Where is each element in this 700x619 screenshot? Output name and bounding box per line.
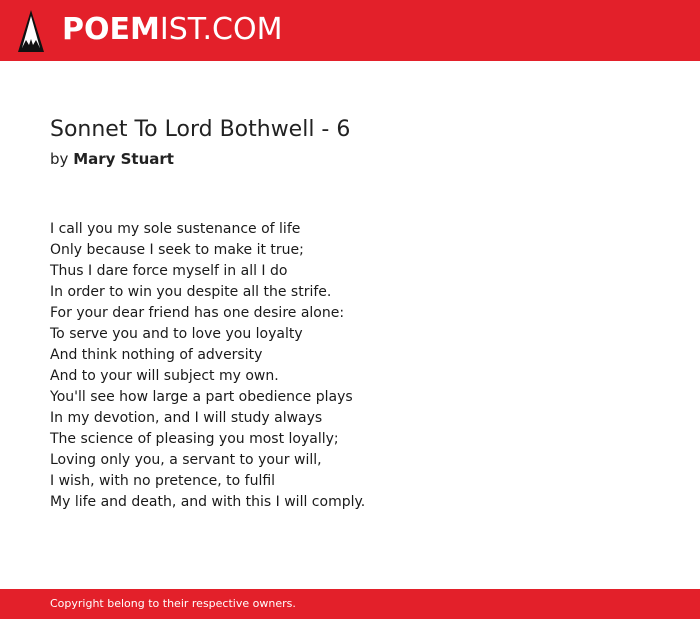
poem-line: Thus I dare force myself in all I do [50, 263, 288, 279]
poem-line: And to your will subject my own. [50, 368, 279, 384]
poem-title: Sonnet To Lord Bothwell - 6 [50, 117, 351, 142]
byline [50, 150, 174, 168]
poem-line: I wish, with no pretence, to fulfil [50, 473, 276, 489]
author-name: Mary Stuart [73, 150, 174, 168]
by-label: by [50, 150, 69, 168]
site-logo[interactable] [62, 13, 282, 47]
logo-light-text: IST.COM [159, 12, 283, 47]
poem-line: To serve you and to love you loyalty [50, 326, 303, 342]
poem-line: Loving only you, a servant to your will, [50, 452, 322, 468]
site-footer [0, 589, 700, 619]
poem-line: For your dear friend has one desire alone: [50, 305, 345, 321]
poem-line: The science of pleasing you most loyally; [50, 431, 339, 447]
poem-line: And think nothing of adversity [50, 347, 263, 363]
poem-line: In my devotion, and I will study always [50, 410, 323, 426]
copyright-text: Copyright belong to their respective owners. [50, 597, 296, 610]
poem-line: Only because I seek to make it true; [50, 242, 304, 258]
poem-line: You'll see how large a part obedience plays [50, 389, 353, 405]
poem-line: My life and death, and with this I will comply. [50, 494, 366, 510]
pencil-icon[interactable] [18, 10, 44, 52]
site-header [0, 0, 700, 61]
poem-line: In order to win you despite all the strife. [50, 284, 332, 300]
logo-bold-text: POEM [62, 12, 160, 47]
poem-body [50, 219, 365, 513]
poem-line: I call you my sole sustenance of life [50, 221, 301, 237]
